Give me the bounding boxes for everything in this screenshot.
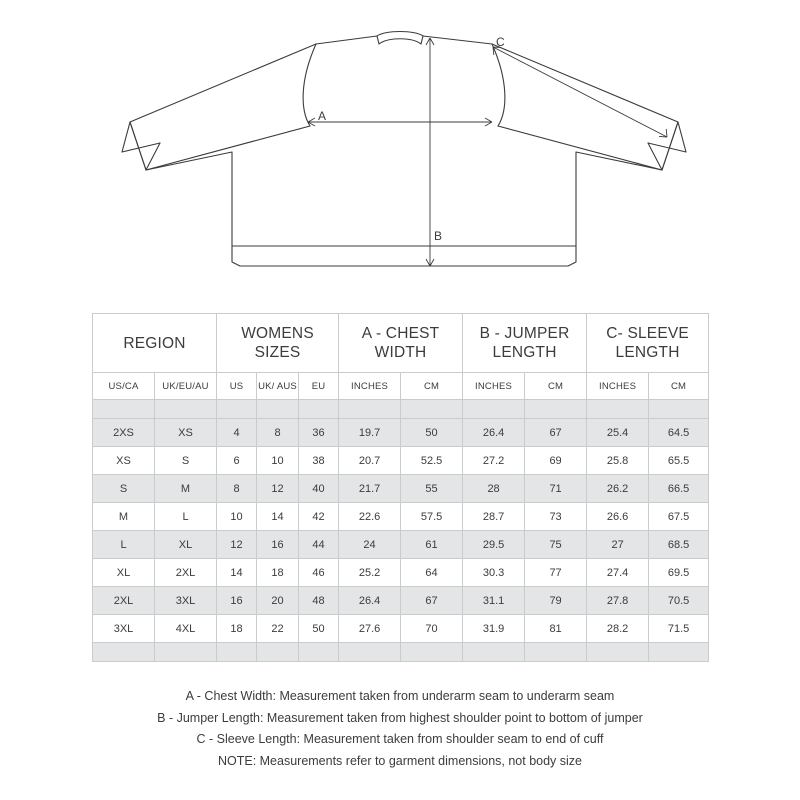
- cell-size-eu: 46: [299, 559, 339, 587]
- cell-length-cm: 67: [525, 419, 587, 447]
- cell-sleeve-in: 25.4: [587, 419, 649, 447]
- sub-header-us-ca: US/CA: [93, 373, 155, 400]
- cell-size-us: 4: [217, 419, 257, 447]
- cell-chest-cm: 57.5: [401, 503, 463, 531]
- cell-region-us: S: [93, 475, 155, 503]
- table-spacer-row-bottom: [93, 643, 709, 662]
- cell-length-in: 28.7: [463, 503, 525, 531]
- spacer-cell: [463, 400, 525, 419]
- cell-length-cm: 79: [525, 587, 587, 615]
- cell-length-in: 29.5: [463, 531, 525, 559]
- cell-region-uk: M: [155, 475, 217, 503]
- table-row: [93, 475, 709, 503]
- cell-length-in: 27.2: [463, 447, 525, 475]
- spacer-cell: [401, 400, 463, 419]
- cell-sleeve-cm: 70.5: [649, 587, 709, 615]
- spacer-cell: [299, 400, 339, 419]
- cell-region-us: L: [93, 531, 155, 559]
- cell-size-uk: 18: [257, 559, 299, 587]
- spacer-cell: [93, 643, 155, 662]
- cell-length-cm: 71: [525, 475, 587, 503]
- spacer-cell: [525, 643, 587, 662]
- spacer-cell: [155, 400, 217, 419]
- table-spacer-row-top: [93, 400, 709, 419]
- cell-size-uk: 22: [257, 615, 299, 643]
- spacer-cell: [257, 643, 299, 662]
- cell-sleeve-in: 25.8: [587, 447, 649, 475]
- cell-region-us: XS: [93, 447, 155, 475]
- cell-chest-cm: 70: [401, 615, 463, 643]
- spacer-cell: [649, 400, 709, 419]
- sub-header-us: US: [217, 373, 257, 400]
- cell-region-uk: 2XL: [155, 559, 217, 587]
- cell-chest-cm: 50: [401, 419, 463, 447]
- cell-size-us: 12: [217, 531, 257, 559]
- cell-chest-cm: 64: [401, 559, 463, 587]
- note-jumper-length: B - Jumper Length: Measurement taken from highest shoulder point to bottom of jumper: [157, 710, 643, 725]
- sub-header-chest-inches: INCHES: [339, 373, 401, 400]
- jumper-illustration: [0, 0, 800, 300]
- illustration-label-a: A: [318, 109, 327, 123]
- note-chest-width: A - Chest Width: Measurement taken from underarm seam to underarm seam: [185, 689, 615, 703]
- group-header-sleeve-length: C- SLEEVE LENGTH: [587, 314, 709, 373]
- table-sub-header-row: [93, 373, 709, 400]
- cell-chest-in: 25.2: [339, 559, 401, 587]
- sub-header-uk-eu-au: UK/EU/AU: [155, 373, 217, 400]
- cell-length-cm: 77: [525, 559, 587, 587]
- cell-sleeve-cm: 69.5: [649, 559, 709, 587]
- cell-size-eu: 36: [299, 419, 339, 447]
- table-row: [93, 447, 709, 475]
- cell-size-uk: 20: [257, 587, 299, 615]
- cell-sleeve-cm: 65.5: [649, 447, 709, 475]
- spacer-cell: [463, 643, 525, 662]
- cell-size-uk: 10: [257, 447, 299, 475]
- cell-sleeve-in: 27.4: [587, 559, 649, 587]
- cell-region-us: 3XL: [93, 615, 155, 643]
- table-row: [93, 503, 709, 531]
- cell-chest-in: 24: [339, 531, 401, 559]
- table-group-header-row: [93, 314, 709, 373]
- cell-region-us: XL: [93, 559, 155, 587]
- cell-sleeve-in: 27: [587, 531, 649, 559]
- cell-size-us: 10: [217, 503, 257, 531]
- spacer-cell: [401, 643, 463, 662]
- sub-header-length-cm: CM: [525, 373, 587, 400]
- cell-size-eu: 44: [299, 531, 339, 559]
- cell-chest-in: 20.7: [339, 447, 401, 475]
- cell-sleeve-cm: 68.5: [649, 531, 709, 559]
- cell-region-uk: S: [155, 447, 217, 475]
- note-sleeve-length: C - Sleeve Length: Measurement taken from shoulder seam to end of cuff: [196, 732, 604, 746]
- cell-region-uk: XS: [155, 419, 217, 447]
- cell-size-us: 6: [217, 447, 257, 475]
- cell-sleeve-cm: 67.5: [649, 503, 709, 531]
- size-chart-wrapper: [92, 313, 708, 662]
- table-row: [93, 559, 709, 587]
- illustration-label-c: C: [496, 35, 505, 49]
- cell-size-us: 16: [217, 587, 257, 615]
- cell-length-in: 31.9: [463, 615, 525, 643]
- note-general: NOTE: Measurements refer to garment dimensions, not body size: [217, 753, 583, 768]
- cell-sleeve-cm: 71.5: [649, 615, 709, 643]
- group-header-region: REGION: [93, 314, 217, 373]
- spacer-cell: [93, 400, 155, 419]
- table-row: [93, 419, 709, 447]
- measurement-notes: [0, 686, 800, 772]
- cell-sleeve-cm: 66.5: [649, 475, 709, 503]
- cell-size-uk: 12: [257, 475, 299, 503]
- cell-sleeve-cm: 64.5: [649, 419, 709, 447]
- table-row: [93, 587, 709, 615]
- group-header-jumper-length: B - JUMPER LENGTH: [463, 314, 587, 373]
- cell-region-uk: 3XL: [155, 587, 217, 615]
- cell-size-eu: 48: [299, 587, 339, 615]
- cell-chest-in: 22.6: [339, 503, 401, 531]
- cell-size-us: 14: [217, 559, 257, 587]
- cell-chest-cm: 61: [401, 531, 463, 559]
- spacer-cell: [217, 400, 257, 419]
- spacer-cell: [155, 643, 217, 662]
- spacer-cell: [339, 643, 401, 662]
- cell-length-in: 30.3: [463, 559, 525, 587]
- cell-size-uk: 8: [257, 419, 299, 447]
- cell-length-cm: 73: [525, 503, 587, 531]
- cell-chest-cm: 52.5: [401, 447, 463, 475]
- group-header-womens-sizes: WOMENS SIZES: [217, 314, 339, 373]
- cell-size-us: 8: [217, 475, 257, 503]
- cell-size-eu: 40: [299, 475, 339, 503]
- spacer-cell: [217, 643, 257, 662]
- cell-region-us: 2XL: [93, 587, 155, 615]
- table-row: [93, 615, 709, 643]
- cell-size-uk: 16: [257, 531, 299, 559]
- cell-length-in: 31.1: [463, 587, 525, 615]
- spacer-cell: [649, 643, 709, 662]
- cell-length-cm: 81: [525, 615, 587, 643]
- sub-header-uk-aus: UK/ AUS: [257, 373, 299, 400]
- cell-chest-in: 26.4: [339, 587, 401, 615]
- cell-size-eu: 50: [299, 615, 339, 643]
- cell-chest-cm: 55: [401, 475, 463, 503]
- cell-sleeve-in: 28.2: [587, 615, 649, 643]
- size-chart-table: [92, 313, 709, 662]
- illustration-label-b: B: [434, 229, 443, 243]
- cell-sleeve-in: 27.8: [587, 587, 649, 615]
- cell-chest-in: 27.6: [339, 615, 401, 643]
- sub-header-sleeve-inches: INCHES: [587, 373, 649, 400]
- cell-region-us: 2XS: [93, 419, 155, 447]
- sub-header-chest-cm: CM: [401, 373, 463, 400]
- table-row: [93, 531, 709, 559]
- spacer-cell: [257, 400, 299, 419]
- group-header-chest-width: A - CHEST WIDTH: [339, 314, 463, 373]
- spacer-cell: [525, 400, 587, 419]
- cell-length-cm: 69: [525, 447, 587, 475]
- cell-chest-in: 19.7: [339, 419, 401, 447]
- cell-size-eu: 38: [299, 447, 339, 475]
- sub-header-eu: EU: [299, 373, 339, 400]
- cell-chest-in: 21.7: [339, 475, 401, 503]
- cell-sleeve-in: 26.2: [587, 475, 649, 503]
- cell-length-in: 26.4: [463, 419, 525, 447]
- cell-region-uk: XL: [155, 531, 217, 559]
- cell-size-uk: 14: [257, 503, 299, 531]
- cell-length-cm: 75: [525, 531, 587, 559]
- spacer-cell: [299, 643, 339, 662]
- cell-region-uk: L: [155, 503, 217, 531]
- spacer-cell: [587, 643, 649, 662]
- cell-region-us: M: [93, 503, 155, 531]
- cell-sleeve-in: 26.6: [587, 503, 649, 531]
- cell-length-in: 28: [463, 475, 525, 503]
- cell-region-uk: 4XL: [155, 615, 217, 643]
- spacer-cell: [339, 400, 401, 419]
- spacer-cell: [587, 400, 649, 419]
- cell-chest-cm: 67: [401, 587, 463, 615]
- cell-size-us: 18: [217, 615, 257, 643]
- sub-header-length-inches: INCHES: [463, 373, 525, 400]
- cell-size-eu: 42: [299, 503, 339, 531]
- sub-header-sleeve-cm: CM: [649, 373, 709, 400]
